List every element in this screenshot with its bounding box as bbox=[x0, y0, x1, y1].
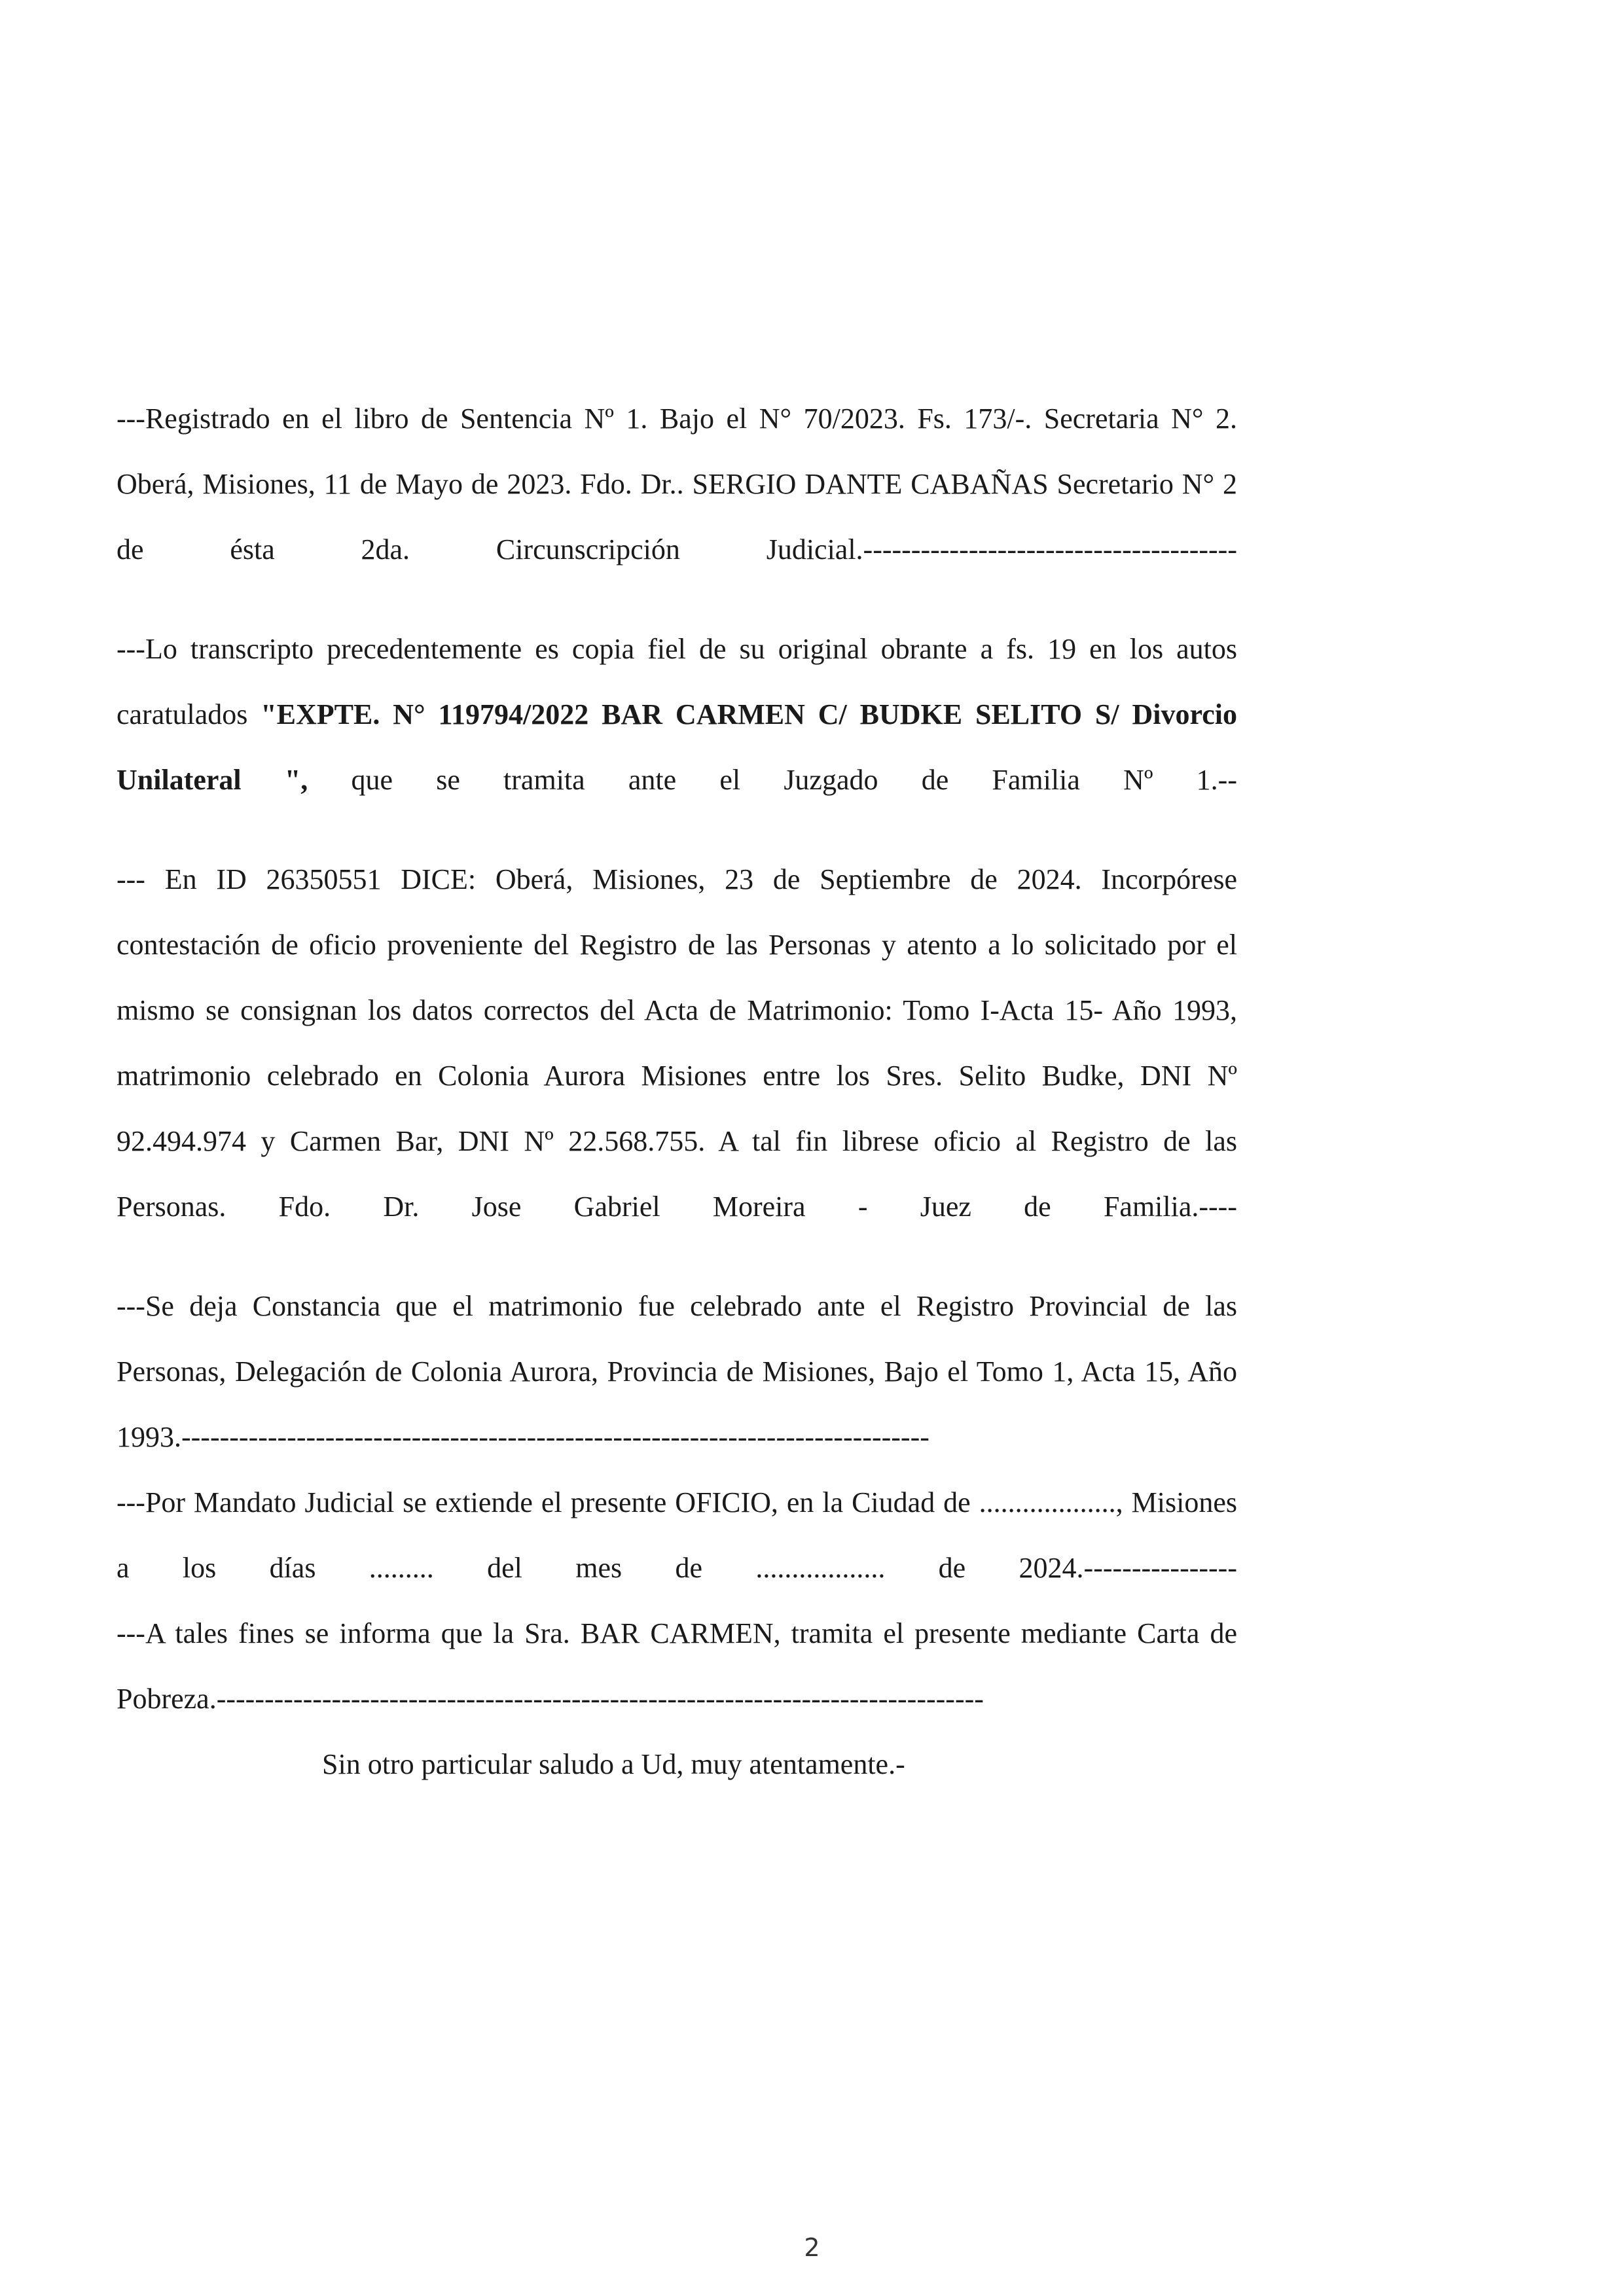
page-number: 2 bbox=[804, 2233, 820, 2262]
paragraph-copia-fiel bbox=[117, 617, 1237, 813]
paragraph-copia-fiel-intro: ---Lo transcripto precedentemente es copia fiel de su original obrante a fs. 19 en los autos caratulados bbox=[117, 633, 1237, 730]
expediente-caption: "EXPTE. N° 119794/2022 BAR CARMEN C/ BUDKE SELITO S/ Divorcio Unilateral ", bbox=[117, 698, 1237, 796]
document-body bbox=[117, 386, 1237, 1797]
paragraph-resolucion-id: --- En ID 26350551 DICE: Oberá, Misiones, 23 de Septiembre de 2024. Incorpórese contestación de oficio proveniente del Registro de las Personas y atento a lo solicitado por el mismo se consignan los datos correctos del Acta de Matrimonio: Tomo I-Acta 15- Año 1993, matrimonio celebrado en Colonia Aurora Misiones entre los Sres. Selito Budke, DNI Nº 92.494.974 y Carmen Bar, DNI Nº 22.568.755. A tal fin librese oficio al Registro de las Personas. Fdo. Dr. Jose Gabriel Moreira - Juez de Familia.---- bbox=[117, 863, 1237, 1223]
paragraph-carta-pobreza: ---A tales fines se informa que la Sra. BAR CARMEN, tramita el presente mediante Carta de Pobreza.-------------------------------------------------------------------------------- bbox=[117, 1617, 1237, 1715]
paragraph-copia-fiel-end: que se tramita ante el Juzgado de Familia Nº 1.-- bbox=[308, 764, 1237, 796]
paragraph-mandato-judicial: ---Por Mandato Judicial se extiende el presente OFICIO, en la Ciudad de ..................., Misiones a los días ......... del mes de .................. de 2024.---------------- bbox=[117, 1486, 1237, 1584]
paragraph-constancia: ---Se deja Constancia que el matrimonio fue celebrado ante el Registro Provincial de las Personas, Delegación de Colonia Aurora, Provincia de Misiones, Bajo el Tomo 1, Acta 15, Año 1993.------------------------------------------------------------------------------ bbox=[117, 1290, 1237, 1453]
closing-salutation: Sin otro particular saludo a Ud, muy atentamente.- bbox=[322, 1748, 905, 1780]
paragraph-registro-sentencia: ---Registrado en el libro de Sentencia Nº 1. Bajo el N° 70/2023. Fs. 173/-. Secretaria N° 2. Oberá, Misiones, 11 de Mayo de 2023. Fdo. Dr.. SERGIO DANTE CABAÑAS Secretario N° 2 de ésta 2da. Circunscripción Judicial.--------------------------------------- bbox=[117, 403, 1237, 565]
